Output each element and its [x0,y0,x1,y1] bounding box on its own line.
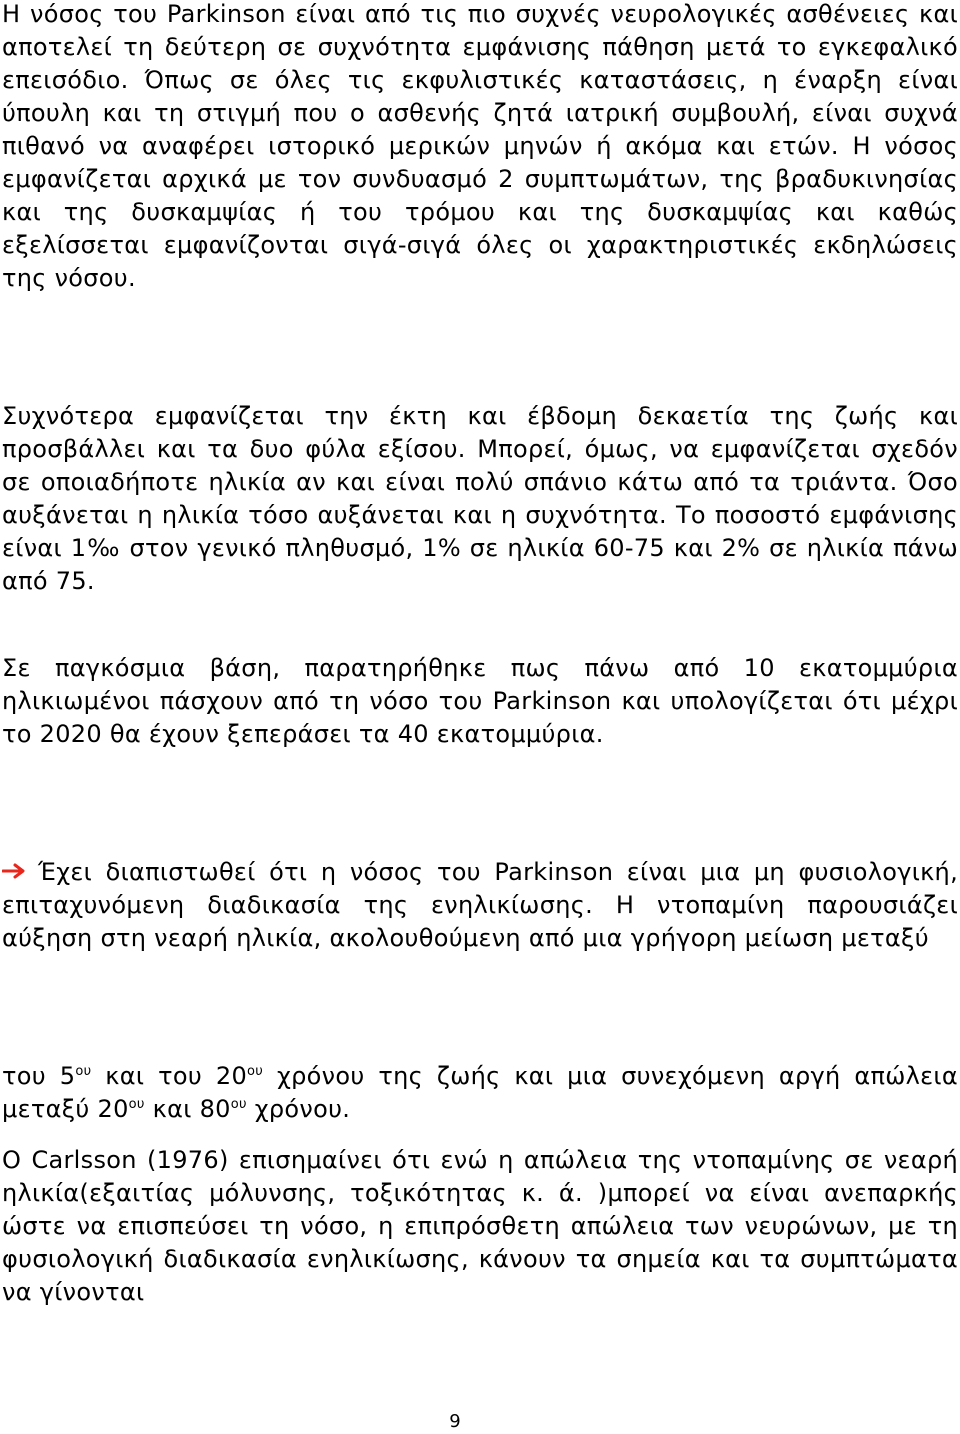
text-segment: και του 20 [91,1062,248,1090]
ordinal-suffix: ου [75,1064,92,1079]
ordinal-suffix: ου [247,1064,264,1079]
text-segment: του 5 [2,1062,76,1090]
paragraph-carlsson: Ο Carlsson (1976) επισημαίνει ότι ενώ η απώλεια της ντοπαμίνης σε νεαρή ηλικία(εξαιτίας μόλυνσης, τοξικότητας κ. ά. )μπορεί να είναι ανεπαρκής ώστε να επισπεύσει τη νόσο, η επιπρόσθετη απώλεια των νευρώνων, με τη φυσιολογική διαδικασία ενηλικίωσης, κάνουν τα σημεία και τα συμπτώματα να γίνονται [2,1146,958,1306]
ordinal-suffix: ου [230,1097,247,1112]
paragraph-dopamine-decline [2,1060,958,1126]
paragraph-global-prevalence: Σε παγκόσμια βάση, παρατηρήθηκε πως πάνω από 10 εκατομμύρια ηλικιωμένοι πάσχουν από τη νόσο του Parkinson και υπολογίζεται ότι μέχρι το 2020 θα έχουν ξεπεράσει τα 40 εκατομμύρια. [2,654,958,748]
bullet-text: Έχει διαπιστωθεί ότι η νόσος του Parkinson είναι μια μη φυσιολογική, επιταχυνόμενη διαδικασία της ενηλικίωσης. Η ντοπαμίνη παρουσιάζει αύξηση στη νεαρή ηλικία, ακολουθούμενη από μια γρήγορη μείωση μεταξύ [2,858,958,952]
text-segment: χρόνου. [246,1095,351,1123]
arrow-right-icon [2,863,28,879]
text-segment: και 80 [144,1095,231,1123]
ordinal-suffix: ου [128,1097,145,1112]
text-segment: χρόνου της ζωής και μια συνεχόμενη αργή απώλεια μεταξύ 20 [2,1062,958,1123]
paragraph-parkinson-intro: Η νόσος του Parkinson είναι από τις πιο συχνές νευρολογικές ασθένειες και αποτελεί τη δεύτερη σε συχνότητα εμφάνισης πάθηση μετά το εγκεφαλικό επεισόδιο. Όπως σε όλες τις εκφυλιστικές καταστάσεις, η έναρξη είναι ύπουλη και τη στιγμή που ο ασθενής ζητά ιατρική συμβουλή, είναι συχνά πιθανό να αναφέρει ιστορικό μερικών μηνών ή ακόμα και ετών. Η νόσος εμφανίζεται αρχικά με τον συνδυασμό 2 συμπτωμάτων, της βραδυκινησίας και της δυσκαμψίας ή του τρόμου και της δυσκαμψίας και καθώς εξελίσσεται εμφανίζονται σιγά-σιγά όλες οι χαρακτηριστικές εκδηλώσεις της νόσου. [2,0,958,292]
paragraph-age-incidence: Συχνότερα εμφανίζεται την έκτη και έβδομη δεκαετία της ζωής και προσβάλλει και τα δυο φύλα εξίσου. Μπορεί, όμως, να εμφανίζεται σχεδόν σε οποιαδήποτε ηλικία αν και είναι πολύ σπάνιο κάτω από τα τριάντα. Όσο αυξάνεται η ηλικία τόσο αυξάνεται και η συχνότητα. Το ποσοστό εμφάνισης είναι 1‰ στον γενικό πληθυσμό, 1% σε ηλικία 60-75 και 2% σε ηλικία πάνω από 75. [2,402,958,595]
paragraph-bullet-dopamine [2,856,958,955]
page-number: 9 [449,1411,461,1432]
